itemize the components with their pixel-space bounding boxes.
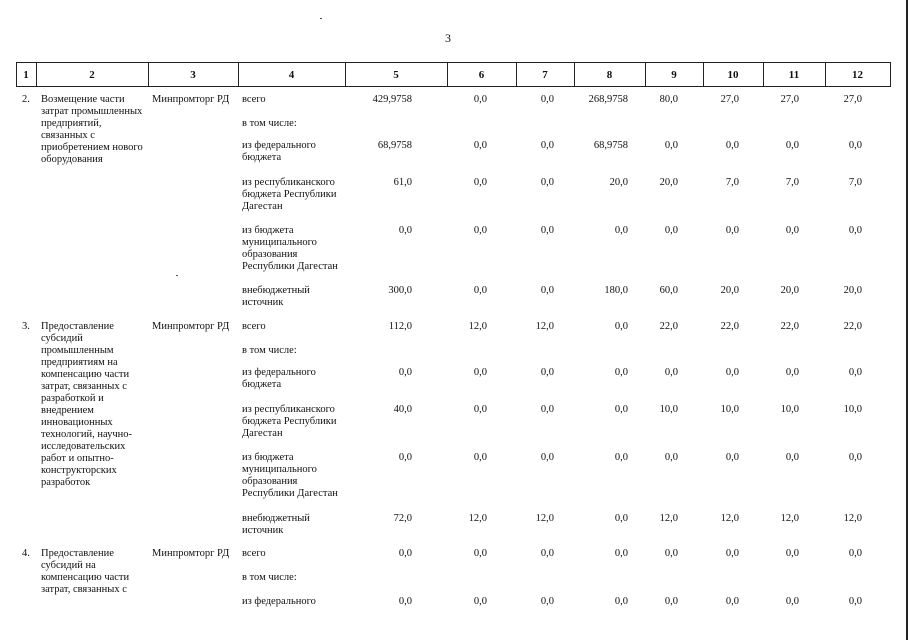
funding-value: 0,0: [540, 140, 554, 151]
funding-source-label: в том числе:: [242, 118, 297, 129]
funding-value: 0,0: [473, 140, 487, 151]
funding-value: 0,0: [725, 140, 739, 151]
funding-value: 0,0: [398, 225, 412, 236]
funding-value: 0,0: [540, 177, 554, 188]
funding-value: 12,0: [468, 321, 487, 332]
funding-value: 0,0: [540, 548, 554, 559]
funding-source-label: из республиканского бюджета Республики Дагестан: [242, 177, 337, 212]
funding-value: 268,9758: [588, 94, 628, 105]
funding-value: 0,0: [398, 548, 412, 559]
funding-value: 0,0: [614, 367, 628, 378]
funding-source-label: всего: [242, 548, 266, 559]
funding-value: 0,0: [664, 596, 678, 607]
funding-value: 0,0: [785, 140, 799, 151]
column-header-9: 9: [671, 69, 677, 81]
funding-value: 12,0: [468, 513, 487, 524]
funding-value: 60,0: [659, 285, 678, 296]
funding-value: 0,0: [473, 285, 487, 296]
funding-value: 27,0: [843, 94, 862, 105]
funding-value: 0,0: [785, 367, 799, 378]
funding-value: 300,0: [388, 285, 412, 296]
funding-value: 0,0: [664, 140, 678, 151]
funding-value: 20,0: [780, 285, 799, 296]
funding-value: 20,0: [720, 285, 739, 296]
funding-value: 0,0: [614, 452, 628, 463]
funding-value: 0,0: [725, 548, 739, 559]
row-number: 3.: [22, 321, 30, 332]
activity-description: Возмещение части затрат промышленных предприятий, связанных с приобретением нового оборудования: [41, 94, 143, 165]
funding-value: 27,0: [720, 94, 739, 105]
funding-value: 0,0: [664, 225, 678, 236]
funding-value: 22,0: [780, 321, 799, 332]
funding-value: 0,0: [540, 452, 554, 463]
funding-value: 10,0: [659, 404, 678, 415]
funding-value: 0,0: [473, 404, 487, 415]
funding-source-label: в том числе:: [242, 345, 297, 356]
page-number: 3: [445, 31, 451, 45]
funding-value: 112,0: [388, 321, 412, 332]
funding-value: 0,0: [664, 452, 678, 463]
funding-value: 0,0: [614, 404, 628, 415]
funding-value: 0,0: [473, 452, 487, 463]
funding-value: 0,0: [848, 452, 862, 463]
funding-value: 0,0: [540, 94, 554, 105]
funding-value: 0,0: [614, 596, 628, 607]
column-header-10: 10: [727, 69, 739, 81]
funding-value: 12,0: [535, 513, 554, 524]
funding-value: 0,0: [664, 367, 678, 378]
funding-value: 0,0: [398, 596, 412, 607]
funding-value: 0,0: [848, 140, 862, 151]
column-header-8: 8: [606, 69, 613, 81]
funding-value: 12,0: [843, 513, 862, 524]
funding-value: 180,0: [604, 285, 628, 296]
funding-value: 0,0: [848, 367, 862, 378]
funding-value: 12,0: [535, 321, 554, 332]
funding-source-label: из федерального: [242, 596, 316, 607]
column-header-5: 5: [393, 69, 399, 81]
row-number: 4.: [22, 548, 30, 559]
executor: Минпромторг РД: [152, 94, 230, 105]
row-number: 2.: [22, 94, 30, 105]
funding-value: 0,0: [614, 513, 628, 524]
funding-value: 0,0: [848, 596, 862, 607]
funding-value: 0,0: [398, 452, 412, 463]
funding-source-label: всего: [242, 94, 266, 105]
funding-value: 7,0: [848, 177, 862, 188]
funding-value: 0,0: [540, 367, 554, 378]
funding-value: 0,0: [614, 548, 628, 559]
column-header-2: 2: [89, 69, 95, 81]
funding-value: 20,0: [659, 177, 678, 188]
funding-value: 429,9758: [372, 94, 412, 105]
scan-speck: [176, 275, 178, 276]
funding-source-label: из республиканского бюджета Республики Дагестан: [242, 404, 337, 439]
funding-source-label: в том числе:: [242, 572, 297, 583]
executor: Минпромторг РД: [152, 321, 230, 332]
funding-value: 80,0: [659, 94, 678, 105]
funding-value: 0,0: [540, 225, 554, 236]
activity-description: Предоставление субсидий на компенсацию части затрат, связанных с: [41, 548, 130, 595]
funding-value: 68,9758: [377, 140, 412, 151]
funding-value: 0,0: [848, 225, 862, 236]
funding-value: 10,0: [780, 404, 799, 415]
funding-value: 0,0: [785, 452, 799, 463]
activity-description: Предоставление субсидий промышленным предприятиям на компенсацию части затрат, связанных с разработкой и внедрением инновационных технологий, научно-исследовательских работ и опытно-конструкторских разработок: [41, 321, 133, 488]
column-header-1: 1: [23, 69, 29, 81]
funding-source-label: из бюджета муниципального образования Республики Дагестан: [242, 225, 338, 272]
funding-value: 40,0: [393, 404, 412, 415]
funding-value: 72,0: [393, 513, 412, 524]
funding-value: 20,0: [843, 285, 862, 296]
funding-value: 0,0: [473, 94, 487, 105]
funding-value: 27,0: [780, 94, 799, 105]
funding-source-label: всего: [242, 321, 266, 332]
funding-value: 7,0: [725, 177, 739, 188]
column-header-7: 7: [542, 69, 548, 81]
funding-value: 0,0: [614, 321, 628, 332]
funding-value: 10,0: [720, 404, 739, 415]
funding-value: 22,0: [659, 321, 678, 332]
funding-source-label: из бюджета муниципального образования Республики Дагестан: [242, 452, 338, 499]
header-column-divider: [890, 62, 891, 87]
funding-value: 68,9758: [593, 140, 628, 151]
funding-source-label: из федерального бюджета: [242, 367, 316, 390]
funding-value: 0,0: [785, 548, 799, 559]
funding-value: 0,0: [725, 452, 739, 463]
funding-value: 0,0: [848, 548, 862, 559]
funding-value: 0,0: [398, 367, 412, 378]
column-header-11: 11: [788, 69, 800, 81]
funding-value: 0,0: [540, 285, 554, 296]
funding-value: 0,0: [785, 225, 799, 236]
funding-value: 0,0: [540, 596, 554, 607]
column-header-6: 6: [478, 69, 485, 81]
column-header-3: 3: [190, 69, 196, 81]
funding-value: 12,0: [780, 513, 799, 524]
funding-value: 22,0: [720, 321, 739, 332]
funding-value: 22,0: [843, 321, 862, 332]
funding-value: 10,0: [843, 404, 862, 415]
funding-value: 0,0: [473, 367, 487, 378]
executor: Минпромторг РД: [152, 548, 230, 559]
funding-value: 0,0: [473, 225, 487, 236]
column-header-4: 4: [288, 69, 295, 81]
funding-value: 7,0: [785, 177, 799, 188]
funding-source-label: из федерального бюджета: [242, 140, 316, 163]
funding-value: 20,0: [609, 177, 628, 188]
funding-value: 0,0: [725, 596, 739, 607]
funding-value: 12,0: [720, 513, 739, 524]
column-header-12: 12: [852, 69, 863, 81]
funding-value: 0,0: [725, 225, 739, 236]
funding-source-label: внебюджетный источник: [242, 285, 310, 308]
funding-source-label: внебюджетный источник: [242, 513, 310, 536]
funding-value: 0,0: [614, 225, 628, 236]
scan-speck: [320, 18, 322, 19]
funding-value: 0,0: [785, 596, 799, 607]
funding-value: 0,0: [540, 404, 554, 415]
funding-value: 0,0: [725, 367, 739, 378]
funding-value: 0,0: [664, 548, 678, 559]
funding-value: 0,0: [473, 548, 487, 559]
funding-value: 0,0: [473, 596, 487, 607]
funding-value: 61,0: [393, 177, 412, 188]
funding-value: 12,0: [659, 513, 678, 524]
funding-value: 0,0: [473, 177, 487, 188]
